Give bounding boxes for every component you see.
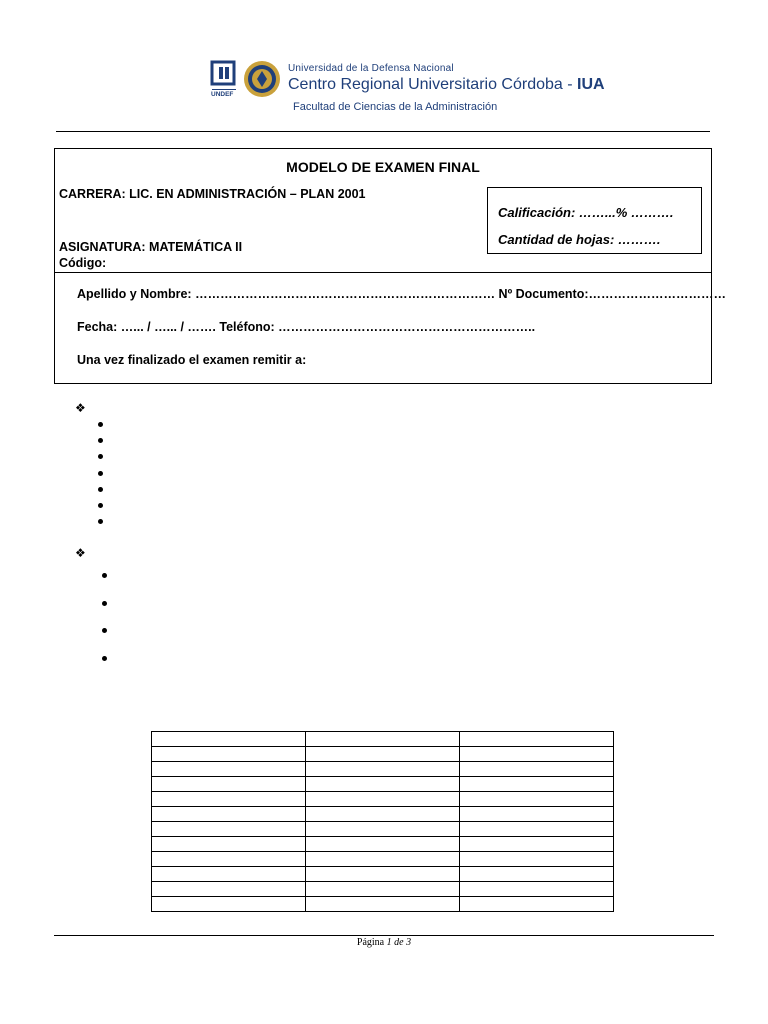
- table-row: [152, 882, 614, 897]
- table-row: [152, 762, 614, 777]
- table-row: [152, 837, 614, 852]
- table-cell[interactable]: [152, 822, 306, 837]
- table-row: [152, 732, 614, 747]
- exam-info-box: [54, 148, 712, 384]
- table-cell[interactable]: [460, 867, 614, 882]
- grade-field[interactable]: Calificación: ……...% ……….: [498, 205, 674, 220]
- table-cell[interactable]: [152, 762, 306, 777]
- submit-instruction: Una vez finalizado el examen remitir a:: [77, 353, 307, 367]
- iua-seal-logo: [243, 60, 281, 98]
- undef-logo: [210, 60, 238, 100]
- table-cell[interactable]: [306, 762, 460, 777]
- table-cell[interactable]: [306, 747, 460, 762]
- diamond-bullet-icon: ❖: [75, 401, 86, 415]
- table-row: [152, 792, 614, 807]
- table-cell[interactable]: [152, 792, 306, 807]
- table-cell[interactable]: [460, 837, 614, 852]
- career-label: CARRERA: LIC. EN ADMINISTRACIÓN – PLAN 2001: [59, 187, 366, 201]
- table-cell[interactable]: [306, 822, 460, 837]
- table-row: [152, 897, 614, 912]
- diamond-bullet-icon: ❖: [75, 546, 86, 560]
- university-name: Universidad de la Defensa Nacional: [288, 63, 454, 74]
- table-cell[interactable]: [306, 777, 460, 792]
- table-cell[interactable]: [306, 807, 460, 822]
- header-divider: [56, 131, 710, 132]
- bullet-icon: [102, 656, 107, 661]
- bullet-icon: [98, 519, 103, 524]
- table-cell[interactable]: [460, 882, 614, 897]
- table-cell[interactable]: [152, 837, 306, 852]
- bullet-icon: [102, 628, 107, 633]
- table-row: [152, 822, 614, 837]
- table-cell[interactable]: [306, 837, 460, 852]
- table-cell[interactable]: [306, 897, 460, 912]
- table-cell[interactable]: [460, 822, 614, 837]
- bullet-icon: [102, 601, 107, 606]
- table-row: [152, 852, 614, 867]
- table-cell[interactable]: [306, 867, 460, 882]
- bullet-icon: [102, 573, 107, 578]
- name-id-field[interactable]: Apellido y Nombre: ……………………………………………………………… Nº Documento:……………………………: [77, 287, 727, 301]
- table-cell[interactable]: [460, 852, 614, 867]
- table-cell[interactable]: [460, 732, 614, 747]
- table-row: [152, 807, 614, 822]
- subject-label: ASIGNATURA: MATEMÁTICA II: [59, 240, 243, 254]
- bullet-icon: [98, 503, 103, 508]
- table-row: [152, 747, 614, 762]
- table-cell[interactable]: [460, 897, 614, 912]
- table-cell[interactable]: [460, 762, 614, 777]
- bullet-icon: [98, 487, 103, 492]
- bullet-icon: [98, 438, 103, 443]
- table-row: [152, 867, 614, 882]
- table-cell[interactable]: [306, 882, 460, 897]
- table-cell[interactable]: [460, 807, 614, 822]
- answer-table: [151, 731, 614, 912]
- table-cell[interactable]: [306, 852, 460, 867]
- bullet-icon: [98, 471, 103, 476]
- table-cell[interactable]: [152, 867, 306, 882]
- faculty-name: Facultad de Ciencias de la Administración: [293, 101, 498, 113]
- footer-divider: [54, 935, 714, 936]
- table-cell[interactable]: [152, 747, 306, 762]
- table-cell[interactable]: [152, 777, 306, 792]
- table-cell[interactable]: [152, 897, 306, 912]
- table-cell[interactable]: [460, 792, 614, 807]
- table-cell[interactable]: [460, 777, 614, 792]
- table-cell[interactable]: [152, 852, 306, 867]
- bullet-icon: [98, 422, 103, 427]
- table-cell[interactable]: [152, 732, 306, 747]
- table-cell[interactable]: [152, 807, 306, 822]
- table-cell[interactable]: [152, 882, 306, 897]
- exam-title: MODELO DE EXAMEN FINAL: [286, 159, 480, 175]
- code-label: Código:: [59, 256, 107, 270]
- table-cell[interactable]: [306, 792, 460, 807]
- sheet-count-field[interactable]: Cantidad de hojas: ……….: [498, 232, 661, 247]
- table-cell[interactable]: [306, 732, 460, 747]
- exam-info-divider: [54, 272, 712, 273]
- table-cell[interactable]: [460, 747, 614, 762]
- undef-logo-text: UNDEF: [211, 91, 234, 98]
- regional-center-name: Centro Regional Universitario Córdoba - IUA: [288, 76, 605, 93]
- page-number: Página 1 de 3: [356, 937, 412, 948]
- bullet-icon: [98, 454, 103, 459]
- date-phone-field[interactable]: Fecha: …... / …... / ……. Teléfono: ……………………………………………………..: [77, 320, 536, 334]
- table-row: [152, 777, 614, 792]
